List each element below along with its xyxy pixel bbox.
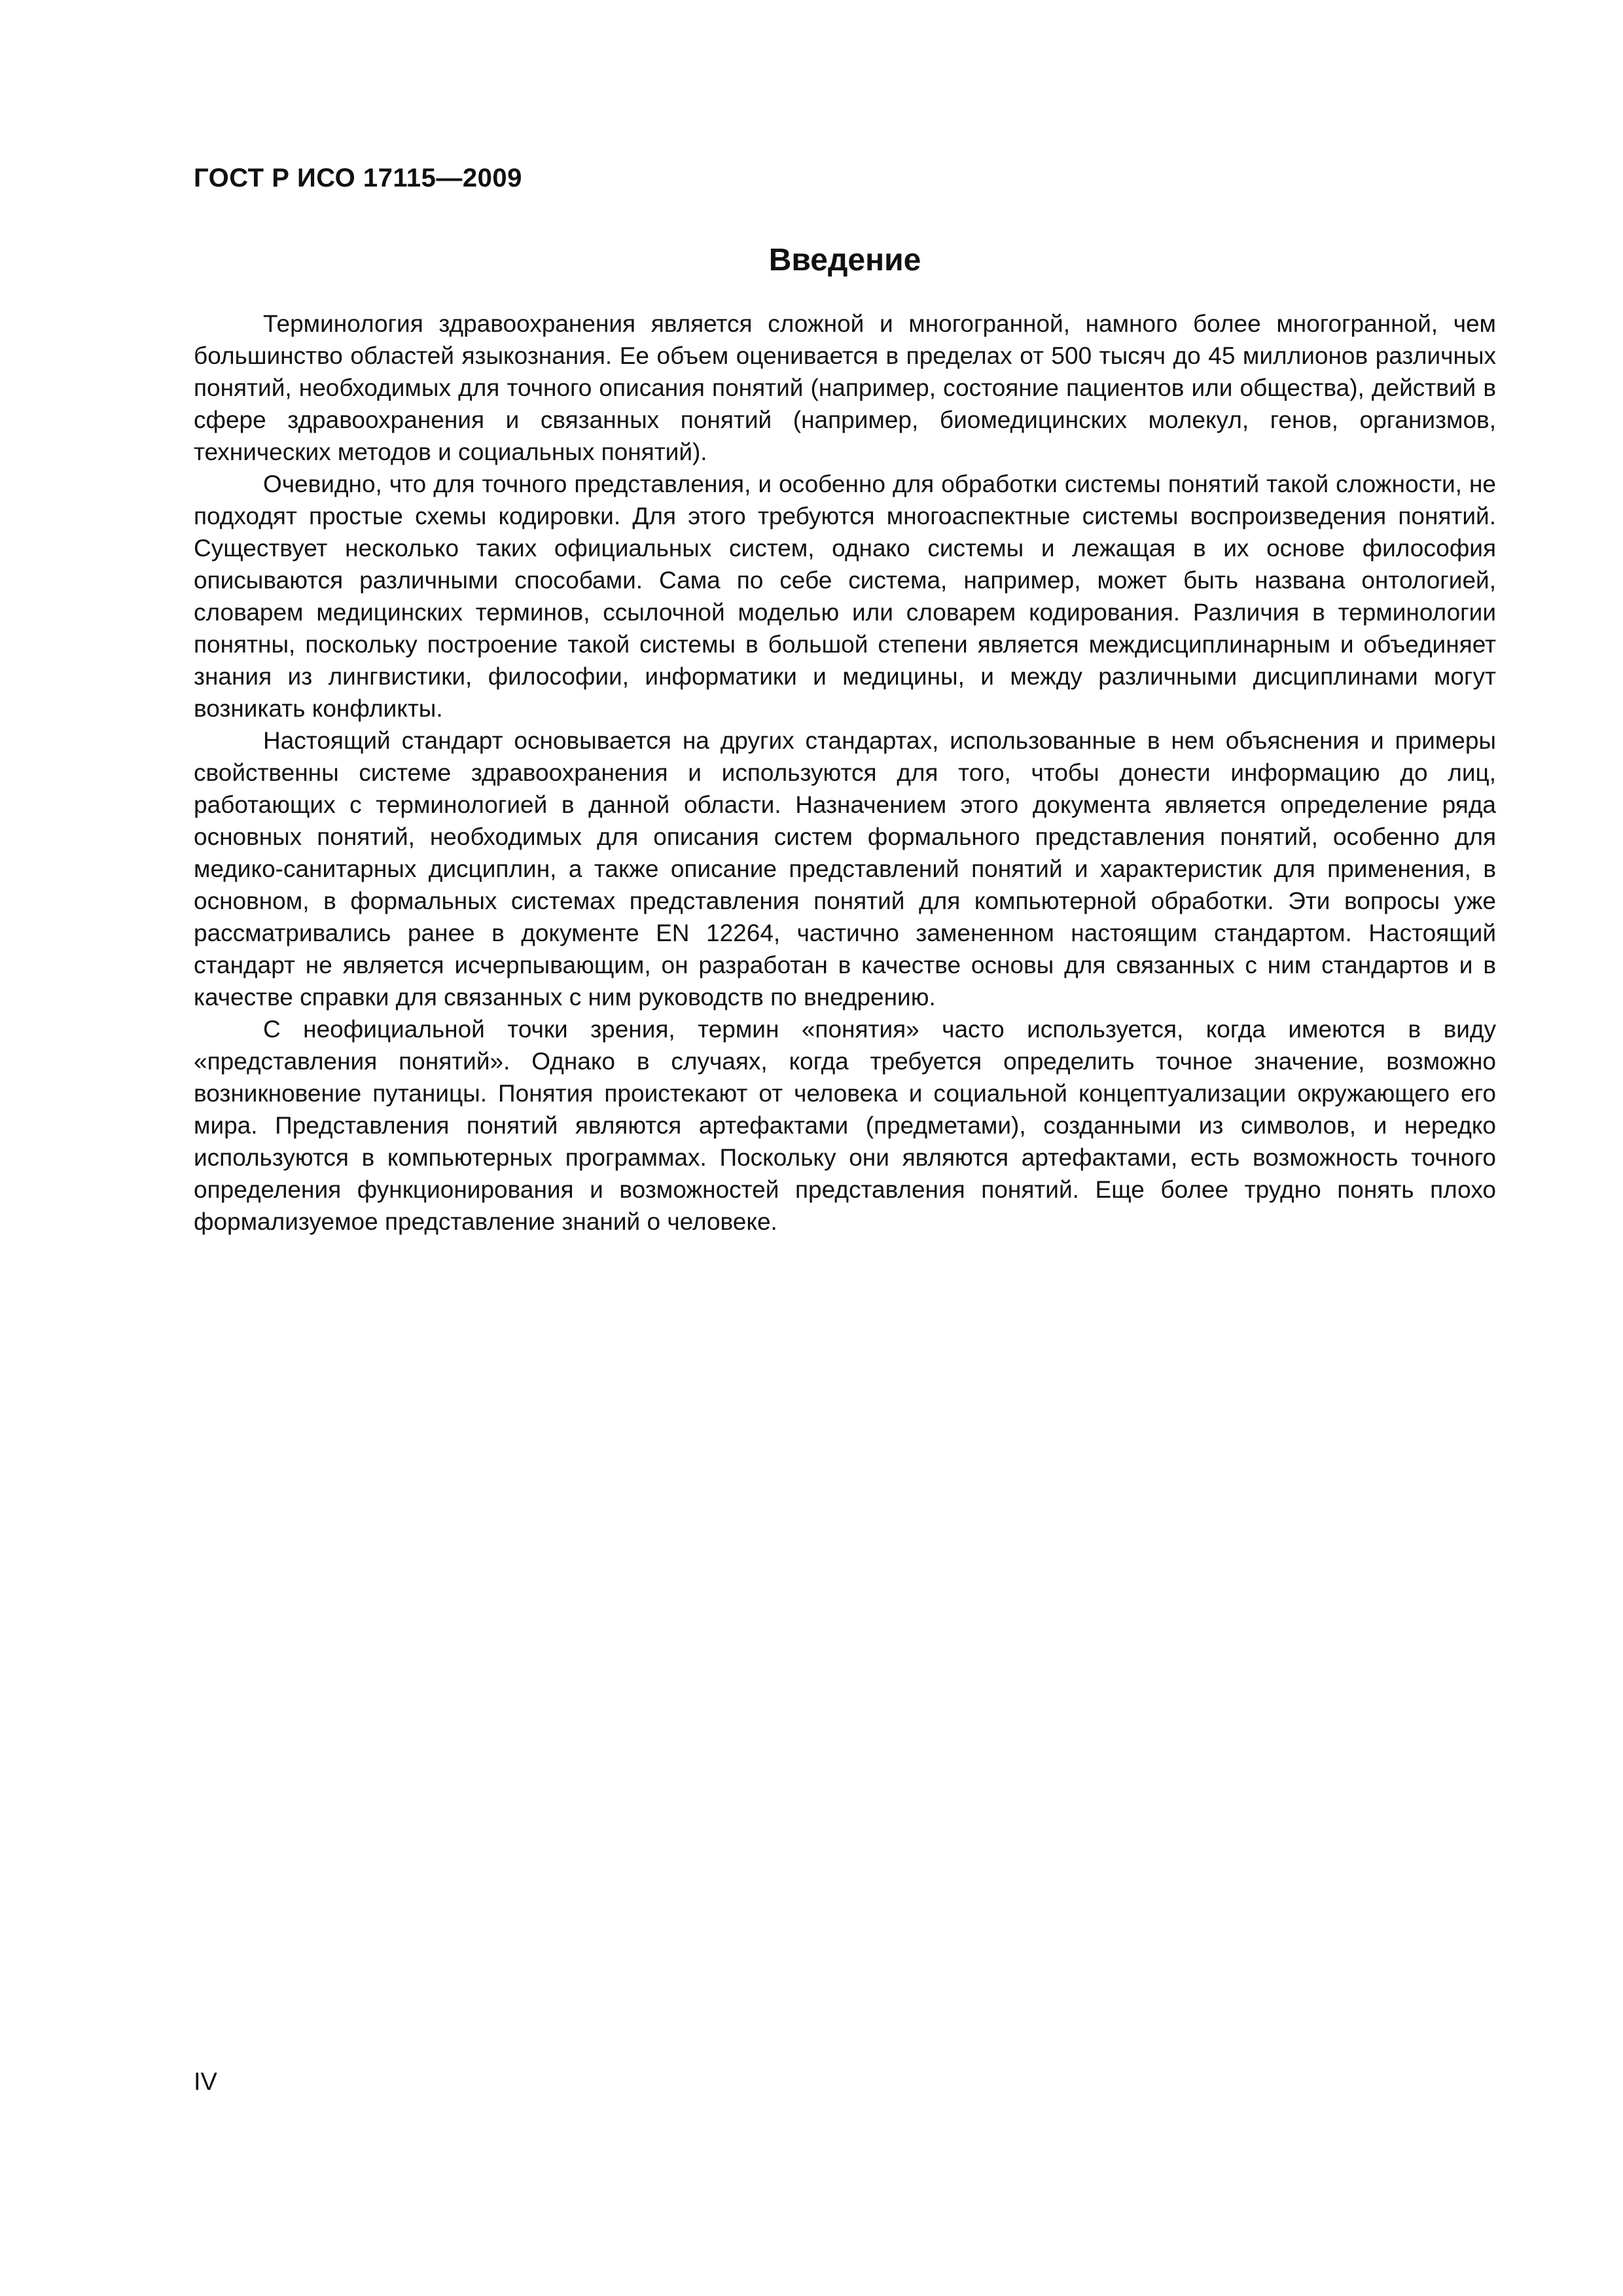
page-number: IV bbox=[194, 2068, 217, 2096]
section-title: Введение bbox=[768, 243, 921, 278]
paragraph: Терминология здравоохранения является сложной и многогранной, намного более многогранной, чем большинство областей языкознания. Ее объем оценивается в пределах от 500 тысяч до 45 миллионов различных понятий, необходимых для точного описания понятий (например, состояние пациентов или общества), действий в сфере здравоохранения и связанных понятий (например, биомедицинских молекул, генов, организмов, технических методов и социальных понятий). bbox=[194, 310, 1496, 465]
paragraph: С неофициальной точки зрения, термин «понятия» часто используется, когда имеются в виду «представления понятий». Однако в случаях, когда требуется определить точное значение, возможно возникновение путаницы. Понятия проистекают от человека и социальной концептуализации окружающего его мира. Представления понятий являются артефактами (предметами), созданными из символов, и нередко используются в компьютерных программах. Поскольку они являются артефактами, есть возможность точного определения функционирования и возможностей представления понятий. Еще более трудно понять плохо формализуемое представление знаний о человеке. bbox=[194, 1016, 1496, 1235]
paragraph: Настоящий стандарт основывается на других стандартах, использованные в нем объяснения и примеры свойственны системе здравоохранения и используются для того, чтобы донести информацию до лиц, работающих с терминологией в данной области. Назначением этого документа является определение ряда основных понятий, необходимых для описания систем формального представления понятий, особенно для медико-санитарных дисциплин, а также описание представлений понятий и характеристик для применения, в основном, в формальных системах представления понятий для компьютерной обработки. Эти вопросы уже рассматривались ранее в документе EN 12264, частично замененном настоящим стандартом. Настоящий стандарт не является исчерпывающим, он разработан в качестве основы для связанных с ним стандартов и в качестве справки для связанных с ним руководств по внедрению. bbox=[194, 727, 1496, 1011]
paragraph: Очевидно, что для точного представления, и особенно для обработки системы понятий такой сложности, не подходят простые схемы кодировки. Для этого требуются многоаспектные системы воспроизведения понятий. Существует несколько таких официальных систем, однако системы и лежащая в их основе философия описываются различными способами. Сама по себе система, например, может быть названа онтологией, словарем медицинских терминов, ссылочной моделью или словарем кодирования. Различия в терминологии понятны, поскольку построение такой системы в большой степени является междисциплинарным и объединяет знания из лингвистики, философии, информатики и медицины, и между различными дисциплинами могут возникать конфликты. bbox=[194, 471, 1496, 722]
document-header: ГОСТ Р ИСО 17115—2009 bbox=[194, 164, 522, 192]
section-body bbox=[194, 308, 1496, 1238]
